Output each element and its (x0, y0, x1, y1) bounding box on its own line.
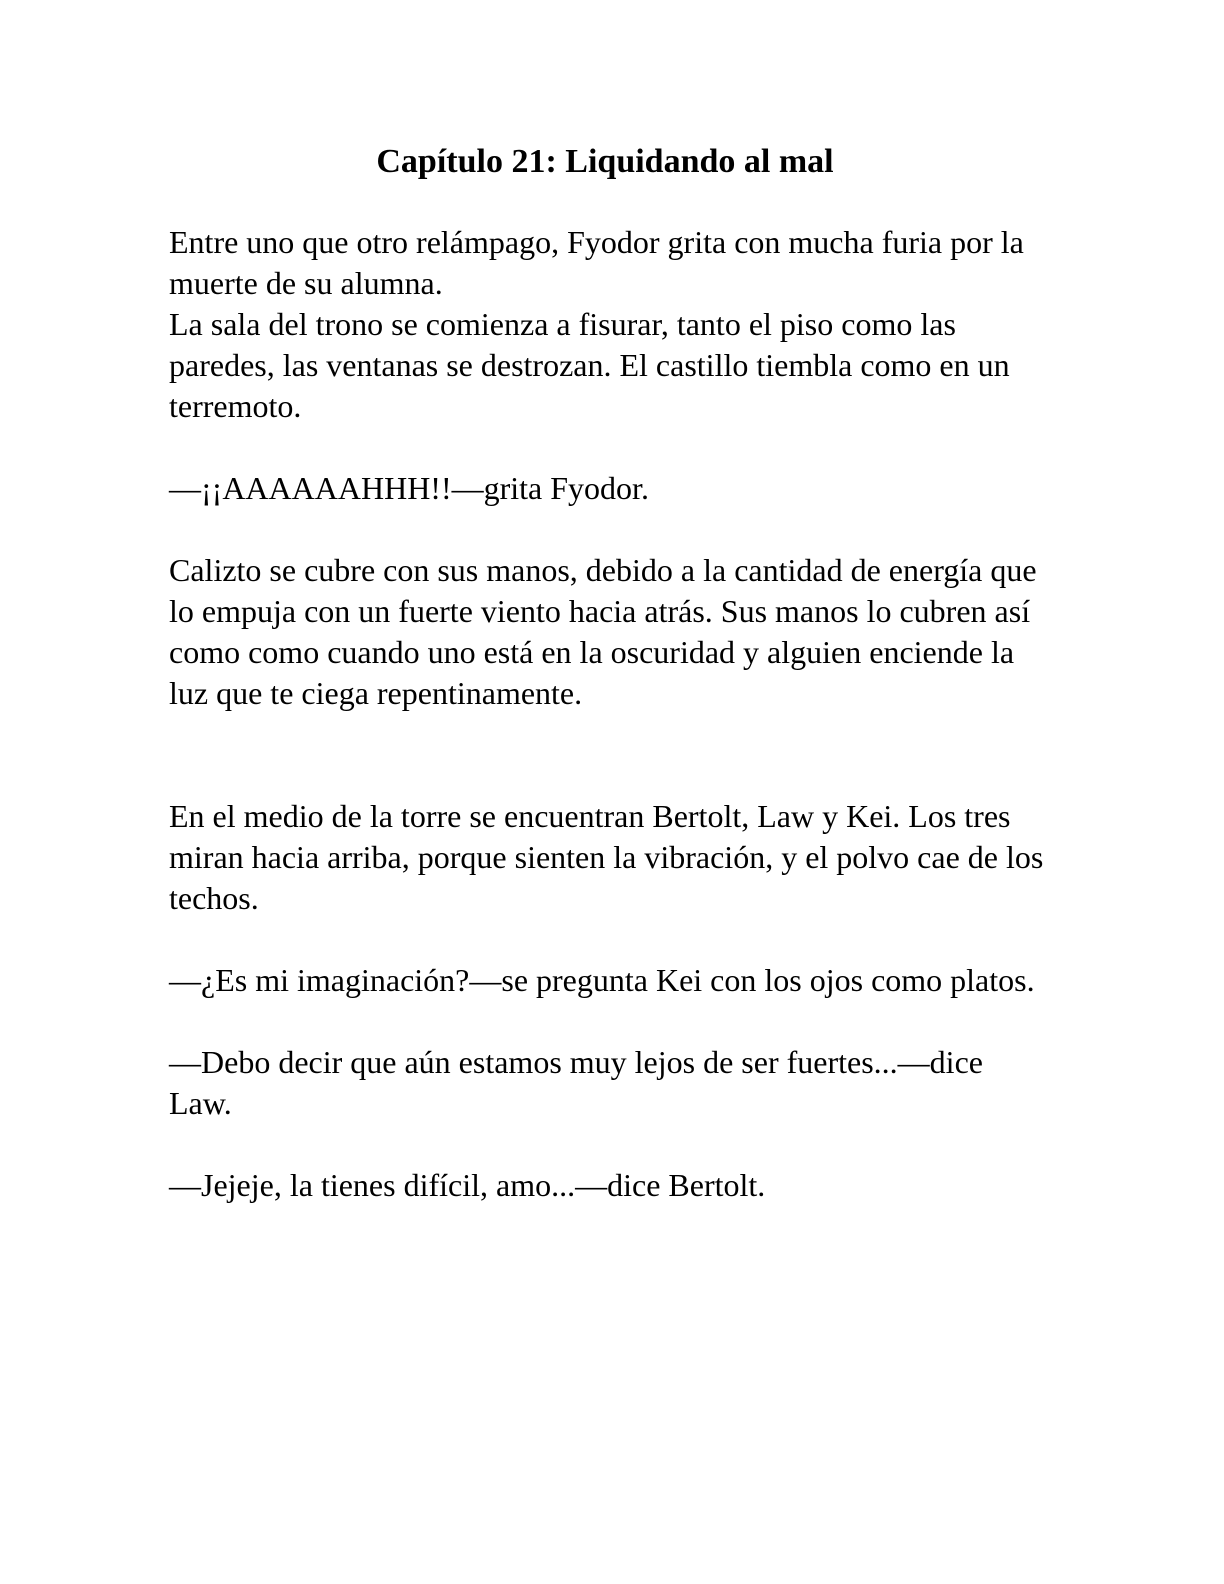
dialogue-line: —Debo decir que aún estamos muy lejos de ser fuertes...—dice Law. (169, 1044, 983, 1121)
paragraph-spacer (169, 919, 1049, 960)
chapter-title: Capítulo 21: Liquidando al mal (376, 143, 834, 180)
dialogue-line: —¡¡AAAAAAHHH!!—grita Fyodor. (169, 470, 649, 506)
paragraph-spacer (169, 509, 1049, 550)
paragraph: Entre uno que otro relámpago, Fyodor grita con mucha furia por la muerte de su alumna. (169, 224, 1024, 301)
paragraph: La sala del trono se comienza a fisurar, tanto el piso como las paredes, las ventanas se destrozan. El castillo tiembla como en un terremoto. (169, 306, 1010, 424)
paragraph-spacer (169, 427, 1049, 468)
chapter-body (169, 222, 1049, 1206)
paragraph: Calizto se cubre con sus manos, debido a la cantidad de energía que lo empuja con un fuerte viento hacia atrás. Sus manos lo cubren así como como cuando uno está en la oscuridad y alguien enciende la luz que te ciega repentinamente. (169, 552, 1037, 711)
dialogue-line: —Jejeje, la tienes difícil, amo...—dice Bertolt. (169, 1167, 766, 1203)
paragraph-spacer (169, 714, 1049, 796)
dialogue-line: —¿Es mi imaginación?—se pregunta Kei con los ojos como platos. (169, 962, 1035, 998)
paragraph-spacer (169, 1001, 1049, 1042)
paragraph-spacer (169, 1124, 1049, 1165)
paragraph: En el medio de la torre se encuentran Bertolt, Law y Kei. Los tres miran hacia arriba, porque sienten la vibración, y el polvo cae de los techos. (169, 798, 1044, 916)
